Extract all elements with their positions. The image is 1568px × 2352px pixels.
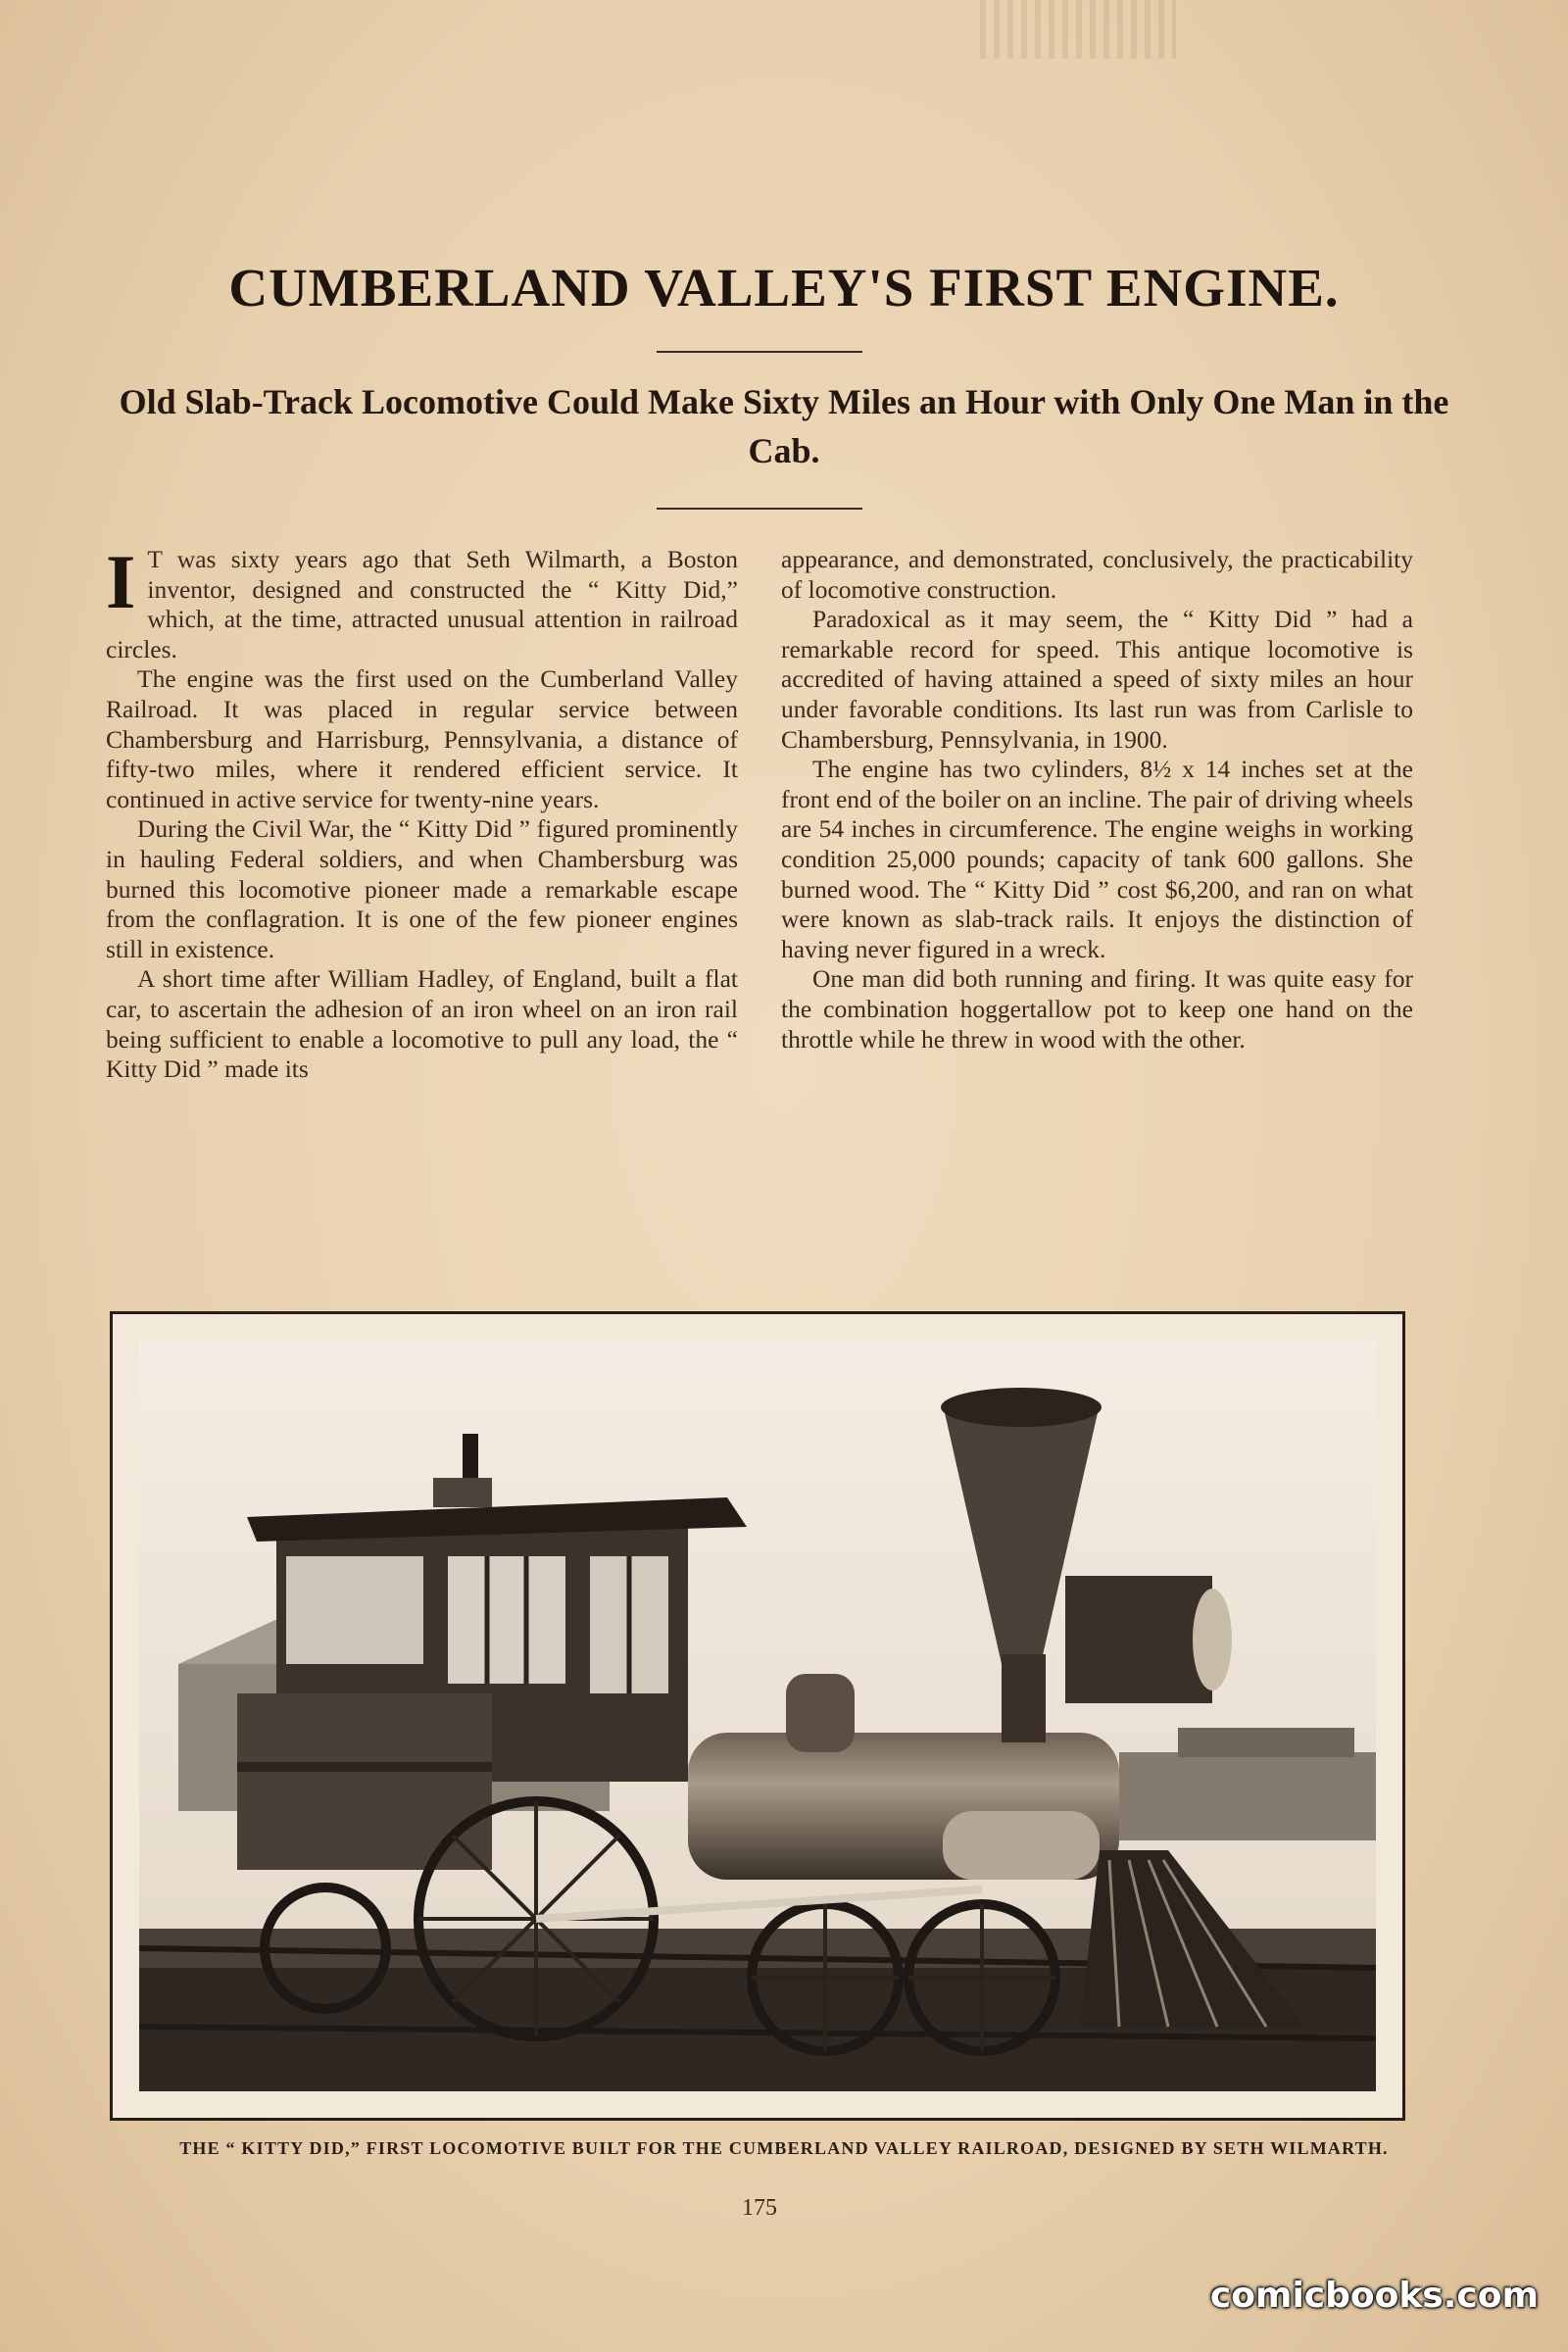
article-title: CUMBERLAND VALLEY'S FIRST ENGINE.	[228, 258, 1340, 318]
paragraph: appearance, and demonstrated, conclusively, the practicability of locomotive construction.	[781, 545, 1413, 604]
subtitle-rule	[657, 508, 862, 510]
locomotive-photo	[110, 1311, 1405, 2121]
binding-shadow	[980, 0, 1176, 59]
article-body	[106, 539, 1413, 1085]
site-watermark: comicbooks.com	[1209, 2276, 1539, 2316]
paragraph	[106, 539, 738, 664]
paragraph: The engine was the first used on the Cumberland Valley Railroad. It was placed in regular service between Chambersburg and Harrisburg, Pennsylvania, a distance of fifty-two miles, where it rendered efficient service. It continued in active service for twenty-nine years.	[106, 664, 738, 813]
paragraph: The engine has two cylinders, 8½ x 14 inches set at the front end of the boiler on an incline. The pair of driving wheels are 54 inches in circumference. The engine weighs in working condition 25,000 pounds; capacity of tank 600 gallons. She burned wood. The “ Kitty Did ” cost $6,200, and ran on what were known as slab-track rails. It enjoys the distinction of having never figured in a wreck.	[781, 755, 1413, 963]
article-subtitle: Old Slab-Track Locomotive Could Make Sixty Miles an Hour with Only One Man in the Cab.	[119, 382, 1449, 470]
paragraph-text: T was sixty years ago that Seth Wilmarth, a Boston inventor, designed and constructed the “ Kitty Did,” which, at the time, attracted unusual attention in railroad circles.	[106, 545, 738, 663]
paragraph: One man did both running and firing. It was quite easy for the combination hoggertallow pot to keep one hand on the throttle while he threw in wood with the other.	[781, 964, 1413, 1054]
photo-caption: THE “ KITTY DID,” FIRST LOCOMOTIVE BUILT FOR THE CUMBERLAND VALLEY RAILROAD, DESIGNED BY SETH WILMARTH.	[179, 2138, 1389, 2158]
paragraph: Paradoxical as it may seem, the “ Kitty Did ” had a remarkable record for speed. This antique locomotive is accredited of having attained a speed of sixty miles an hour under favorable conditions. Its last run was from Carlisle to Chambersburg, Pennsylvania, in 1900.	[781, 605, 1413, 754]
column-left	[106, 539, 738, 1085]
drop-cap: I	[106, 539, 136, 624]
page-number: 175	[742, 2195, 777, 2221]
column-right	[781, 545, 1413, 1085]
paragraph: During the Civil War, the “ Kitty Did ” figured prominently in hauling Federal soldiers, and when Chambersburg was burned this locomotive pioneer made a remarkable escape from the conflagration. It is one of the few pioneer engines still in existence.	[106, 814, 738, 963]
paragraph: A short time after William Hadley, of England, built a flat car, to ascertain the adhesion of an iron wheel on an iron rail being sufficient to enable a locomotive to pull any load, the “ Kitty Did ” made its	[106, 964, 738, 1084]
title-rule	[657, 351, 862, 353]
locomotive-illustration	[139, 1341, 1376, 2091]
